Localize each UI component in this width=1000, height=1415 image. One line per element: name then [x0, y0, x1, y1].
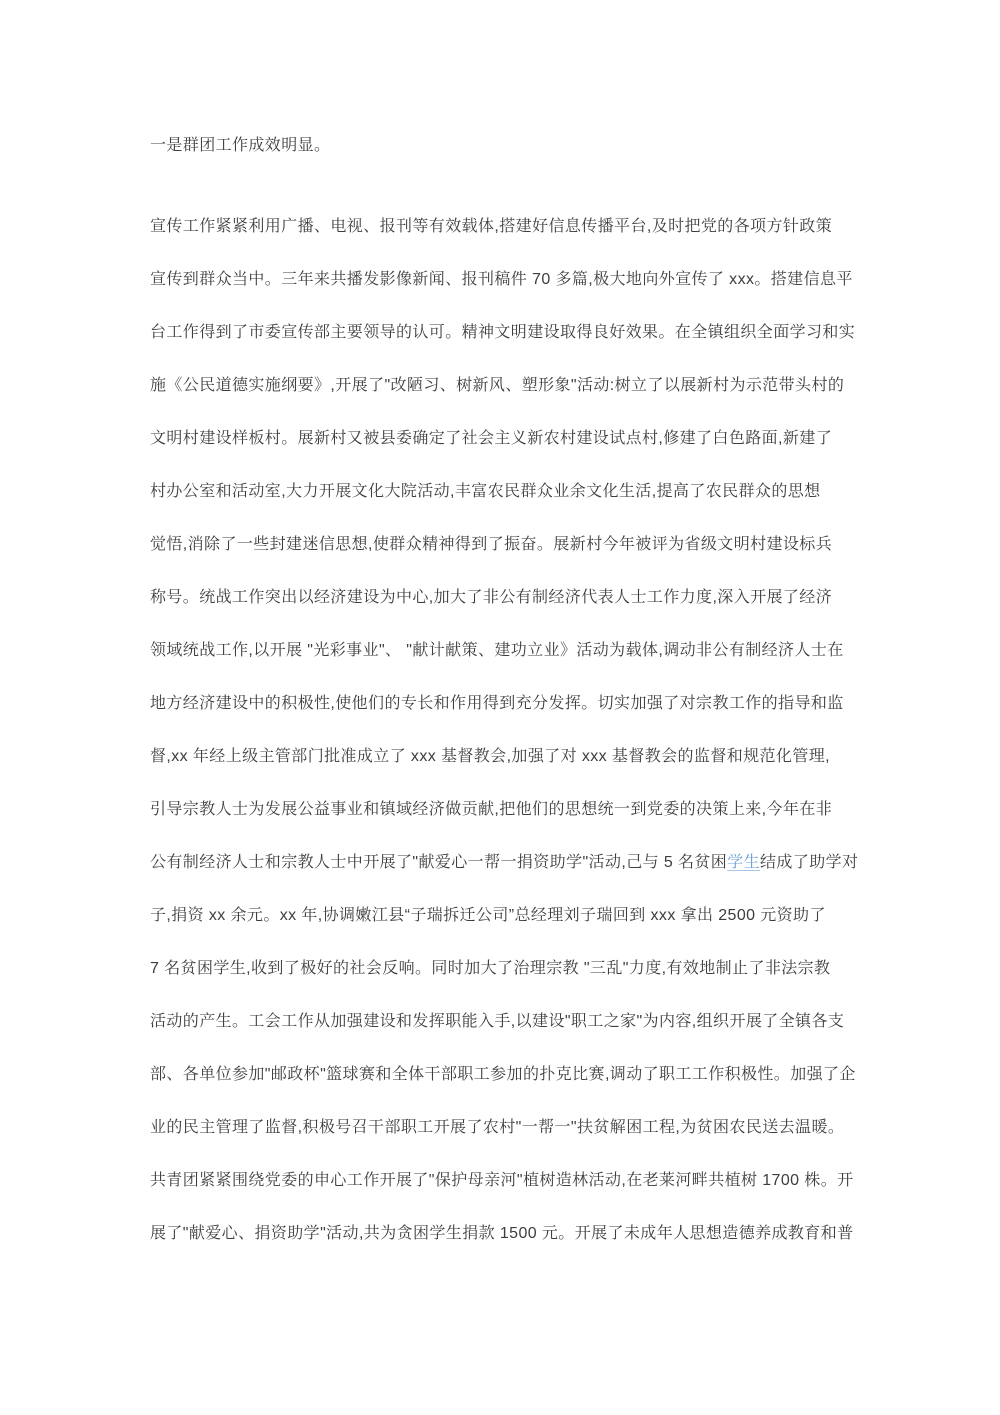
text-line: 宣传到群众当中。三年来共播发影像新闻、报刊稿件 70 多篇,极大地向外宣传了 xxx。搭建信息平 [150, 271, 853, 288]
text-line: 施《公民道德实施纲要》,开展了"改陋习、树新风、塑形象"活动:树立了以展新村为示范带头村的 [150, 377, 845, 394]
text-line: 领域统战工作,以开展 "光彩事业"、 "献计献策、建功立业》活动为载体,调动非公有制经济人士在 [150, 642, 844, 659]
text-line: 子,捐资 xx 余元。xx 年,协调嫩江县“子瑞拆迁公司”总经理刘子瑞回到 xxx 拿出 2500 元资助了 [150, 907, 826, 924]
text-line: 地方经济建设中的积极性,使他们的专长和作用得到充分发挥。切实加强了对宗教工作的指导和监 [150, 695, 844, 712]
text-line-with-link [150, 836, 859, 889]
link-line-pre-text: 公有制经济人士和宗教人士中开展了"献爱心一帮一捐资助学"活动,己与 5 名贫困 [150, 854, 728, 871]
link-line-post-text: 结成了助学对 [760, 854, 859, 871]
text-line: 督,xx 年经上级主管部门批准成立了 xxx 基督教会,加强了对 xxx 基督教会的监督和规范化管理, [150, 748, 830, 765]
text-line: 觉悟,消除了一些封建迷信思想,使群众精神得到了振奋。展新村今年被评为省级文明村建设标兵 [150, 536, 833, 553]
text-line: 部、各单位参加"邮政杯"篮球赛和全体干部职工参加的扑克比赛,调动了职工工作积极性。加强了企 [150, 1066, 856, 1083]
text-line: 7 名贫困学生,收到了极好的社会反响。同时加大了治理宗教 "三乱"力度,有效地制止了非法宗教 [150, 960, 831, 977]
text-line: 称号。统战工作突出以经济建设为中心,加大了非公有制经济代表人士工作力度,深入开展了经济 [150, 589, 833, 606]
text-line: 引导宗教人士为发展公益事业和镇域经济做贡献,把他们的思想统一到党委的决策上来,今年在非 [150, 801, 833, 818]
text-line: 村办公室和活动室,大力开展文化大院活动,丰富农民群众业余文化生活,提高了农民群众的思想 [150, 483, 821, 500]
section-heading: 一是群团工作成效明显。 [150, 137, 331, 154]
body-paragraph [150, 200, 859, 1260]
text-line: 文明村建设样板村。展新村又被县委确定了社会主义新农村建设试点村,修建了白色路面,新建了 [150, 430, 833, 447]
text-line: 活动的产生。工会工作从加强建设和发挥职能入手,以建设"职工之家"为内容,组织开展了全镇各支 [150, 1013, 845, 1030]
text-line: 台工作得到了市委宣传部主要领导的认可。精神文明建设取得良好效果。在全镇组织全面学习和实 [150, 324, 856, 341]
text-line: 业的民主管理了监督,积极号召干部职工开展了农村"一帮一"扶贫解困工程,为贫困农民送去温暖。 [150, 1119, 845, 1136]
text-line: 展了"献爱心、捐资助学"活动,共为贪困学生捐款 1500 元。开展了未成年人思想造德养成教育和普 [150, 1225, 854, 1242]
text-line: 宣传工作紧紧利用广播、电视、报刊等有效载体,搭建好信息传播平台,及时把党的各项方针政策 [150, 218, 833, 235]
text-line: 共青团紧紧围绕党委的申心工作开展了"保护母亲河"植树造林活动,在老莱河畔共植树 1700 株。开 [150, 1172, 854, 1189]
student-link[interactable]: 学生 [727, 854, 761, 871]
